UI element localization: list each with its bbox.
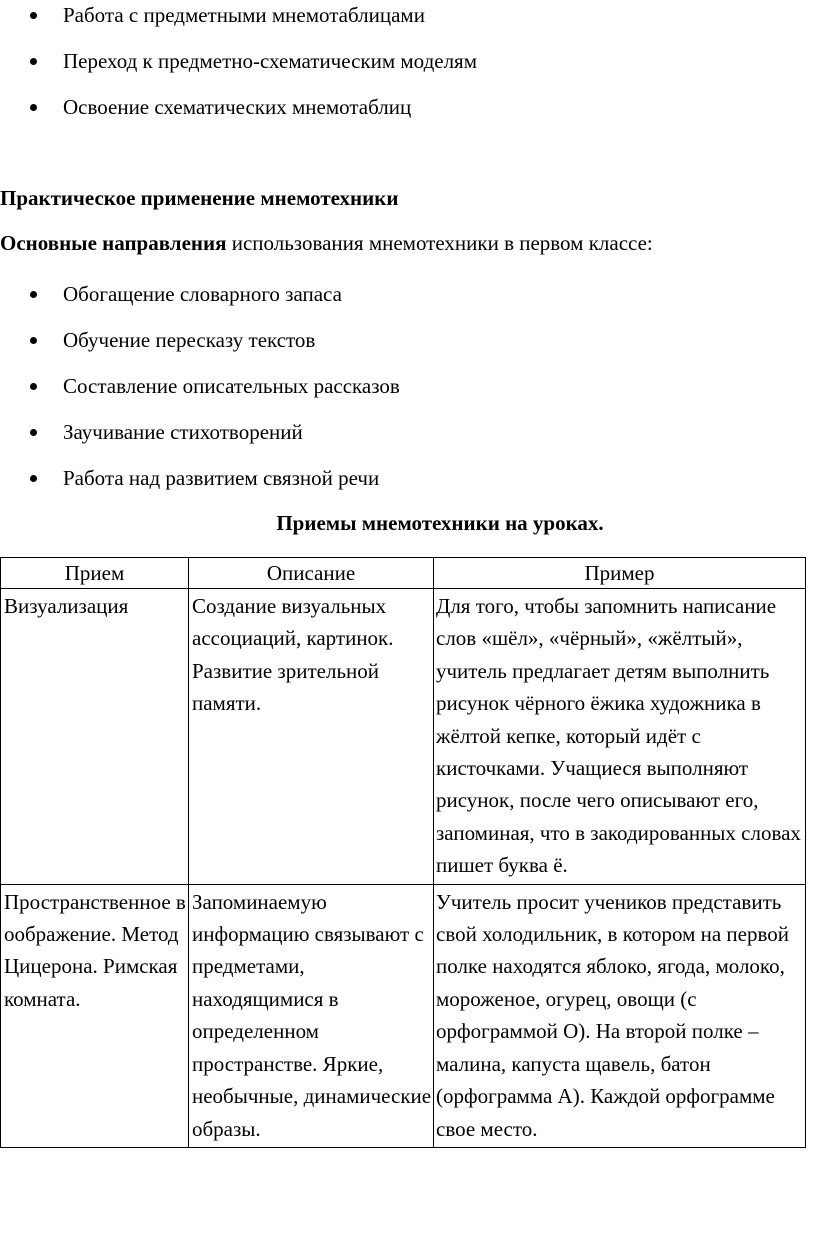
bullet-icon: [30, 475, 37, 482]
bullet-icon: [30, 429, 37, 436]
techniques-table: [0, 557, 806, 1148]
header-description: Описание: [189, 558, 434, 589]
cell-example: Учитель просит учеников представить свой холодильник, в котором на первой полке находятся яблоко, ягода, молоко, мороженое, огурец, овощи (с орфограммой О). На второй полке – малина, капуста щавель, батон (орфограмма А). Каждой орфограмме свое место.: [434, 884, 806, 1147]
table-title: Приемы мнемотехники на уроках.: [276, 511, 604, 535]
list-item-text: Обучение пересказу текстов: [63, 328, 316, 352]
list-item: [0, 325, 816, 371]
list-item-text: Заучивание стихотворений: [63, 420, 303, 444]
cell-example: Для того, чтобы запомнить написание слов «шёл», «чёрный», «жёлтый», учитель предлагает детям выполнить рисунок чёрного ёжика художника в жёлтой кепке, который идёт с кисточками. Учащиеся выполняют рисунок, после чего описывают его, запоминая, что в закодированных словах пишет буква ё.: [434, 589, 806, 885]
list-item-text: Работа над развитием связной речи: [63, 466, 380, 490]
directions-rest: использования мнемотехники в первом классе:: [226, 231, 653, 255]
list-item-text: Обогащение словарного запаса: [63, 282, 342, 306]
cell-description: Создание визуальных ассоциаций, картинок. Развитие зрительной памяти.: [189, 589, 434, 885]
directions-bold: Основные направления: [0, 231, 227, 255]
list-item-text: Освоение схематических мнемотаблиц: [63, 95, 412, 119]
bullet-icon: [30, 12, 37, 19]
cell-technique: Пространственное воображение. Метод Цицерона. Римская комната.: [1, 884, 189, 1147]
list-item: [0, 371, 816, 417]
intro-bullet-list: [0, 0, 816, 138]
list-item-text: Составление описательных рассказов: [63, 374, 400, 398]
cell-description: Запоминаемую информацию связывают с предметами, находящимися в определенном пространстве. Яркие, необычные, динамические образы.: [189, 884, 434, 1147]
table-row: [1, 884, 806, 1147]
list-item-text: Переход к предметно-схематическим моделям: [63, 49, 478, 73]
directions-paragraph: [0, 231, 653, 256]
directions-bullet-list: [0, 279, 816, 509]
table-header-row: [1, 558, 806, 589]
bullet-icon: [30, 337, 37, 344]
list-item: [0, 92, 816, 138]
list-item: [0, 0, 816, 46]
list-item: [0, 279, 816, 325]
bullet-icon: [30, 383, 37, 390]
list-item: [0, 463, 816, 509]
header-technique: Прием: [1, 558, 189, 589]
list-item: [0, 46, 816, 92]
bullet-icon: [30, 291, 37, 298]
cell-technique: Визуализация: [1, 589, 189, 885]
table-row: [1, 589, 806, 885]
header-example: Пример: [434, 558, 806, 589]
section-heading: Практическое применение мнемотехники: [0, 186, 399, 210]
bullet-icon: [30, 104, 37, 111]
list-item: [0, 417, 816, 463]
bullet-icon: [30, 58, 37, 65]
list-item-text: Работа с предметными мнемотаблицами: [63, 3, 425, 27]
